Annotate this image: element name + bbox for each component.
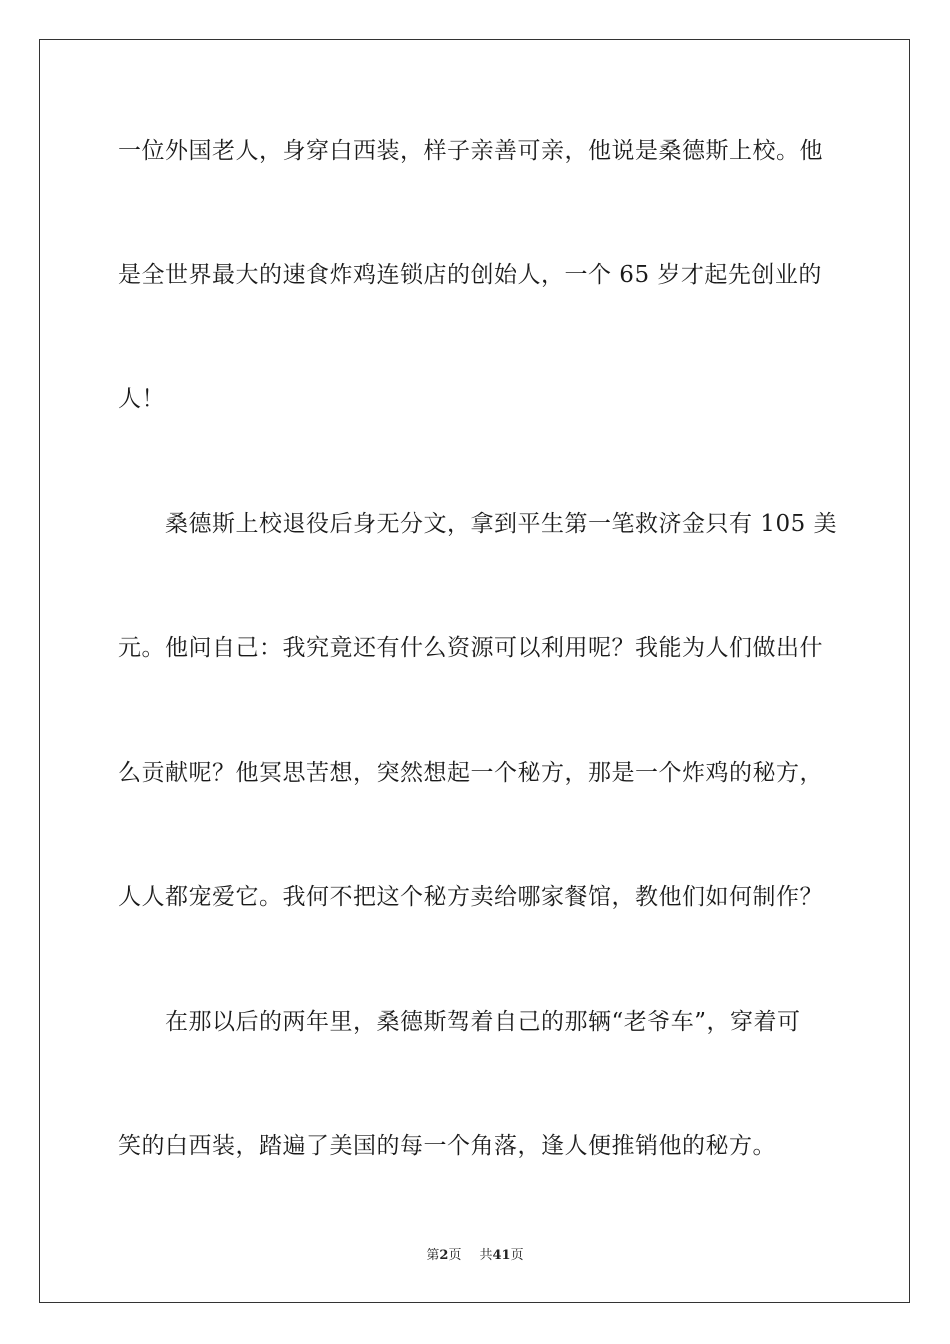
total-pages: 41 — [492, 1248, 511, 1263]
text-line-1: 一位外国老人，身穿白西装，样子亲善可亲，他说是桑德斯上校。他 — [118, 138, 823, 164]
page-prefix: 第 — [426, 1248, 440, 1263]
text-line-9: 笑的白西装，踏遍了美国的每一个角落，逢人便推销他的秘方。 — [118, 1133, 776, 1159]
text-line-2: 是全世界最大的速食炸鸡连锁店的创始人，一个 65 岁才起先创业的 — [118, 262, 822, 288]
text-line-6: 么贡献呢？他冥思苦想，突然想起一个秘方，那是一个炸鸡的秘方， — [118, 760, 823, 786]
page-border — [39, 39, 910, 1303]
text-line-5: 元。他问自己：我究竟还有什么资源可以利用呢？我能为人们做出什 — [118, 635, 823, 661]
total-suffix: 页 — [510, 1248, 524, 1263]
text-line-7: 人人都宠爱它。我何不把这个秘方卖给哪家餐馆，教他们如何制作？ — [118, 884, 823, 910]
page-footer — [0, 1247, 950, 1265]
total-prefix: 共 — [479, 1248, 493, 1263]
page-number: 2 — [439, 1248, 449, 1263]
text-line-3: 人！ — [118, 386, 165, 412]
page-suffix: 页 — [448, 1248, 462, 1263]
text-line-4: 桑德斯上校退役后身无分文，拿到平生第一笔救济金只有 105 美 — [118, 511, 838, 537]
text-line-8: 在那以后的两年里，桑德斯驾着自己的那辆“老爷车”，穿着可 — [118, 1009, 801, 1035]
